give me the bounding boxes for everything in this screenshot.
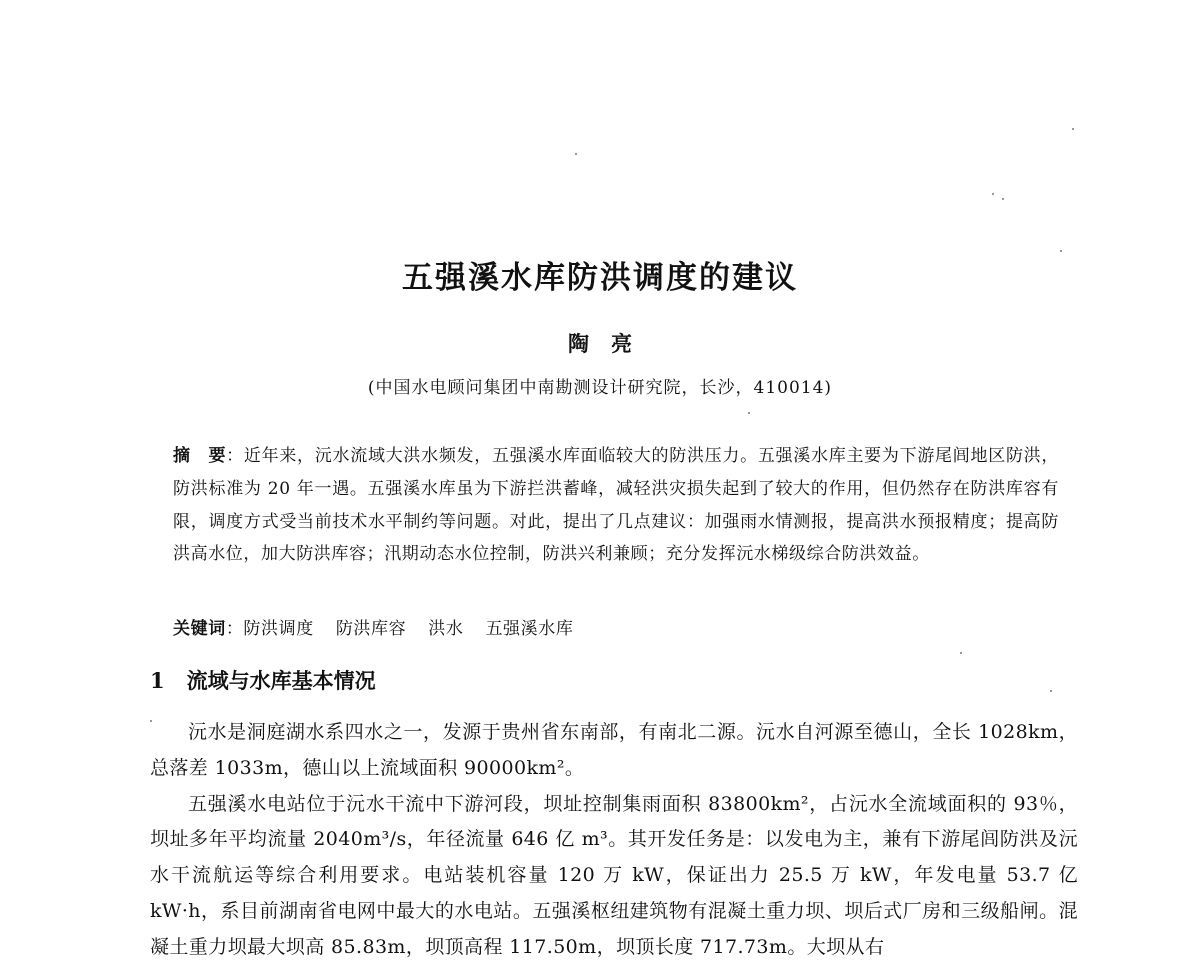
paper-title: 五强溪水库防洪调度的建议 [402, 260, 798, 296]
section-heading [150, 665, 376, 695]
abstract-label: 摘 要 [173, 446, 227, 466]
scan-speck [150, 720, 152, 722]
scan-speck [1072, 128, 1074, 130]
section-body [150, 715, 1078, 966]
keyword-item: 洪水 [428, 619, 464, 639]
keywords-label: 关键词 [173, 619, 226, 639]
keyword-item: 五强溪水库 [485, 619, 574, 639]
abstract-block [173, 440, 1059, 571]
author-affiliation: (中国水电顾问集团中南勘测设计研究院，长沙，410014) [367, 378, 833, 398]
section-title: 流域与水库基本情况 [186, 669, 376, 693]
scan-speck [1060, 250, 1062, 252]
scan-speck [1002, 198, 1004, 200]
scan-speck [1050, 690, 1052, 692]
scan-speck [960, 652, 962, 654]
abstract-text: ：近年来，沅水流域大洪水频发，五强溪水库面临较大的防洪压力。五强溪水库主要为下游尾闾地区防洪，防洪标准为 20 年一遇。五强溪水库虽为下游拦洪蓄峰，减轻洪灾损失起到了较大的作用，但仍然存在防洪库容有限，调度方式受当前技术水平制约等问题。对此，提出了几点建议：加强雨水情测报，提高洪水预报精度；提高防洪高水位，加大防洪库容；汛期动态水位控制，防洪兴利兼顾；充分发挥沅水梯级综合防洪效益。 [173, 446, 1059, 565]
keywords-block [173, 614, 1059, 639]
scan-speck [992, 193, 994, 195]
scan-speck [748, 412, 750, 414]
section-number: 1 [150, 668, 165, 693]
keyword-item: 防洪库容 [335, 619, 407, 639]
keyword-item: 防洪调度 [243, 619, 314, 639]
scan-speck [575, 153, 577, 155]
body-paragraph: 沅水是洞庭湖水系四水之一，发源于贵州省东南部，有南北二源。沅水自河源至德山，全长 1028km，总落差 1033m，德山以上流域面积 90000km²。 [150, 721, 1078, 779]
keywords-separator: ： [225, 619, 244, 639]
body-paragraph: 五强溪水电站位于沅水干流中下游河段，坝址控制集雨面积 83800km²，占沅水全流域面积的 93％，坝址多年平均流量 2040m³/s，年径流量 646 亿 m³。其开发任务是：以发电为主，兼有下游尾闾防洪及沅水干流航运等综合利用要求。电站装机容量 120 万 kW，保证出力 25.5 万 kW，年发电量 53.7 亿 kW·h，系目前湖南省电网中最大的水电站。五强溪枢纽建筑物有混凝土重力坝、坝后式厂房和三级船闸。混凝土重力坝最大坝高 85.83m，坝顶高程 117.50m，坝顶长度 717.73m。大坝从右 [150, 792, 1078, 958]
author-name: 陶亮 [568, 331, 654, 356]
